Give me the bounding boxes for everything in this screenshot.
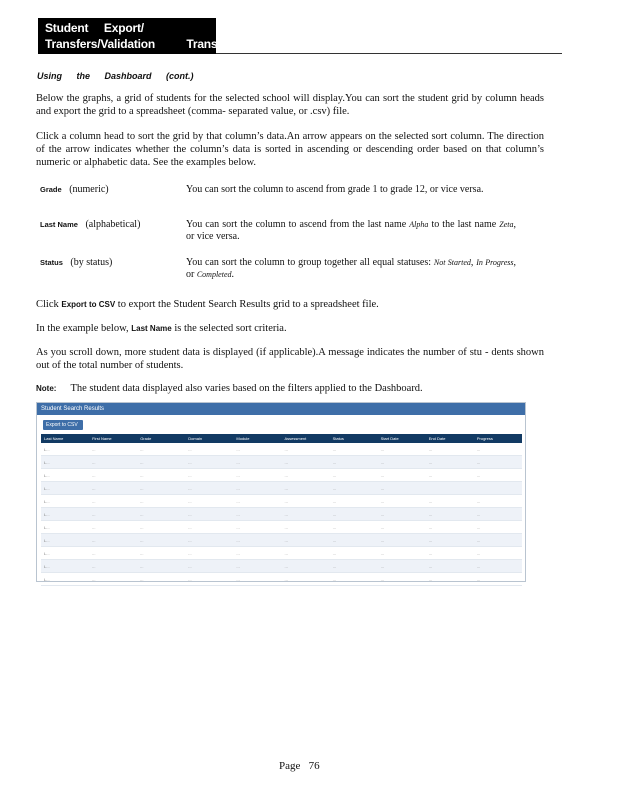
table-cell: ... <box>426 534 474 547</box>
table-cell: ... <box>137 521 185 534</box>
table-cell: ... <box>330 534 378 547</box>
student-search-results-screenshot <box>36 402 526 582</box>
table-cell: ... <box>233 508 281 521</box>
table-cell <box>426 482 474 495</box>
table-cell: ... <box>89 521 137 534</box>
grid-title: Student Search Results <box>37 403 525 415</box>
table-cell: ... <box>137 508 185 521</box>
table-cell: ... <box>281 560 329 573</box>
table-cell: ... <box>233 573 281 586</box>
column-header[interactable]: Domain <box>185 434 233 443</box>
table-cell: ... <box>185 547 233 560</box>
table-cell: ... <box>378 456 426 469</box>
export-to-csv-button[interactable]: Export to CSV <box>43 420 83 430</box>
table-cell: ... <box>474 573 522 586</box>
table-cell: ... <box>281 456 329 469</box>
table-cell: ... <box>474 521 522 534</box>
table-row <box>41 573 522 586</box>
table-cell: ... <box>137 456 185 469</box>
table-cell: ... <box>89 508 137 521</box>
column-header[interactable]: Assessment <box>281 434 329 443</box>
student-grid <box>41 434 522 586</box>
table-row <box>41 456 522 469</box>
table-cell: ... <box>474 443 522 456</box>
table-cell: ... <box>330 482 378 495</box>
table-cell: ... <box>137 560 185 573</box>
table-cell: ... <box>330 560 378 573</box>
table-cell: L... <box>41 456 89 469</box>
table-cell: ... <box>330 508 378 521</box>
example-label: Grade (numeric) <box>40 184 109 195</box>
table-cell: ... <box>378 560 426 573</box>
table-cell: ... <box>185 469 233 482</box>
column-header[interactable]: Grade <box>137 434 185 443</box>
table-cell: ... <box>474 547 522 560</box>
table-cell: ... <box>137 443 185 456</box>
column-header[interactable]: Last Name <box>41 434 89 443</box>
table-cell: ... <box>233 482 281 495</box>
note-text: The student data displayed also varies based on the filters applied to the Dashboard. <box>70 383 423 394</box>
table-cell <box>474 482 522 495</box>
table-cell: ... <box>233 443 281 456</box>
column-header[interactable]: Status <box>330 434 378 443</box>
table-cell: ... <box>137 495 185 508</box>
table-cell: ... <box>89 482 137 495</box>
table-cell: ... <box>426 573 474 586</box>
table-cell: ... <box>185 534 233 547</box>
table-cell: ... <box>281 573 329 586</box>
table-cell: ... <box>233 560 281 573</box>
table-cell: ... <box>185 482 233 495</box>
table-cell: ... <box>378 495 426 508</box>
table-cell: L... <box>41 521 89 534</box>
table-cell: L... <box>41 573 89 586</box>
column-header[interactable]: Progress <box>474 434 522 443</box>
table-cell: ... <box>233 456 281 469</box>
scroll-paragraph: As you scroll down, more student data is displayed (if applicable).A message indicates the number of stu - dents shown out of the total number of students. <box>36 347 544 371</box>
table-cell: ... <box>474 469 522 482</box>
table-cell: ... <box>426 443 474 456</box>
table-cell: ... <box>281 547 329 560</box>
table-cell: ... <box>89 443 137 456</box>
sort-paragraph: Click a column head to sort the grid by that column’s data.An arrow appears on the selected sort column. The direction of the arrow indicates whether the column’s data is sorted in ascending or descending order based on that column’s numeric or alphabetic data. See the examples below. <box>36 131 544 168</box>
table-row <box>41 560 522 573</box>
table-row <box>41 547 522 560</box>
table-row <box>41 534 522 547</box>
table-cell: ... <box>233 534 281 547</box>
table-cell: ... <box>426 456 474 469</box>
table-cell: ... <box>281 469 329 482</box>
table-row <box>41 521 522 534</box>
header-line-1: Student Export/ <box>45 21 144 35</box>
table-cell: ... <box>330 469 378 482</box>
table-cell: ... <box>185 456 233 469</box>
table-cell: ... <box>281 495 329 508</box>
page-number: Page 76 <box>279 760 320 772</box>
table-cell: ... <box>378 482 426 495</box>
table-cell: ... <box>330 456 378 469</box>
table-row <box>41 469 522 482</box>
table-cell: ... <box>426 547 474 560</box>
table-cell: ... <box>281 508 329 521</box>
table-cell: ... <box>378 521 426 534</box>
intro-paragraph: Below the graphs, a grid of students for the selected school will display.You can sort the student grid by column heads and export the grid to a spreadsheet (comma- separated value, or .csv) file. <box>36 93 544 117</box>
table-cell: ... <box>378 547 426 560</box>
export-paragraph: Click Export to CSV to export the Student Search Results grid to a spreadsheet file. <box>36 299 379 310</box>
table-cell: ... <box>426 495 474 508</box>
table-cell: ... <box>137 534 185 547</box>
header-rule <box>216 53 562 54</box>
table-cell: ... <box>281 534 329 547</box>
table-cell: ... <box>281 521 329 534</box>
column-header[interactable]: Module <box>233 434 281 443</box>
table-cell: ... <box>89 547 137 560</box>
table-cell: ... <box>378 573 426 586</box>
table-cell: L... <box>41 495 89 508</box>
table-cell: ... <box>89 573 137 586</box>
table-cell: ... <box>185 495 233 508</box>
table-cell: ... <box>426 521 474 534</box>
table-cell: ... <box>474 508 522 521</box>
table-cell: ... <box>281 443 329 456</box>
table-cell: ... <box>185 560 233 573</box>
table-row <box>41 482 522 495</box>
table-cell: ... <box>137 482 185 495</box>
table-cell: ... <box>474 560 522 573</box>
table-cell: ... <box>330 573 378 586</box>
table-cell: L... <box>41 482 89 495</box>
grid-header-row <box>41 434 522 443</box>
table-cell: ... <box>233 469 281 482</box>
note-label: Note: <box>36 384 57 393</box>
table-cell: ... <box>89 534 137 547</box>
example-description: You can sort the column to ascend from the last name Alpha to the last name Zeta, or vice versa. <box>186 219 516 242</box>
column-header[interactable]: End Date <box>426 434 474 443</box>
table-cell: ... <box>378 534 426 547</box>
table-cell: ... <box>185 573 233 586</box>
table-cell: ... <box>426 469 474 482</box>
table-cell: L... <box>41 560 89 573</box>
header-line-2: Transfers/Validation Transfe <box>45 37 228 51</box>
table-row <box>41 495 522 508</box>
table-cell: ... <box>185 508 233 521</box>
table-cell: ... <box>233 495 281 508</box>
table-cell: ... <box>185 521 233 534</box>
table-cell: ... <box>426 508 474 521</box>
table-cell: ... <box>330 521 378 534</box>
table-cell: L... <box>41 534 89 547</box>
column-header[interactable]: First Name <box>89 434 137 443</box>
table-cell: ... <box>330 547 378 560</box>
table-cell: L... <box>41 443 89 456</box>
table-cell: ... <box>474 495 522 508</box>
table-cell: ... <box>233 521 281 534</box>
table-cell: ... <box>185 443 233 456</box>
table-row <box>41 508 522 521</box>
table-cell: ... <box>474 456 522 469</box>
table-cell: ... <box>378 508 426 521</box>
example-paragraph: In the example below, Last Name is the selected sort criteria. <box>36 323 287 334</box>
table-cell: ... <box>137 547 185 560</box>
table-cell: L... <box>41 547 89 560</box>
column-header[interactable]: Start Date <box>378 434 426 443</box>
table-cell: ... <box>330 443 378 456</box>
table-cell: ... <box>378 443 426 456</box>
table-cell: L... <box>41 508 89 521</box>
table-cell: ... <box>137 573 185 586</box>
table-cell: ... <box>474 534 522 547</box>
example-description: You can sort the column to group together all equal statuses: Not Started, In Progress, or Completed. <box>186 257 517 280</box>
table-cell: ... <box>378 469 426 482</box>
table-cell: ... <box>330 495 378 508</box>
document-header <box>38 18 228 54</box>
table-cell: ... <box>281 482 329 495</box>
example-label: Status (by status) <box>40 257 113 268</box>
table-cell: ... <box>426 560 474 573</box>
example-label: Last Name (alphabetical) <box>40 219 141 230</box>
table-cell: ... <box>89 456 137 469</box>
table-cell: ... <box>89 495 137 508</box>
table-cell: L... <box>41 469 89 482</box>
table-cell: ... <box>233 547 281 560</box>
section-title: Using the Dashboard (cont.) <box>37 71 194 81</box>
table-cell: ... <box>89 560 137 573</box>
table-cell: ... <box>89 469 137 482</box>
table-row <box>41 443 522 456</box>
example-description: You can sort the column to ascend from grade 1 to grade 12, or vice versa. <box>186 184 484 195</box>
table-cell: ... <box>137 469 185 482</box>
note-paragraph <box>36 382 544 395</box>
